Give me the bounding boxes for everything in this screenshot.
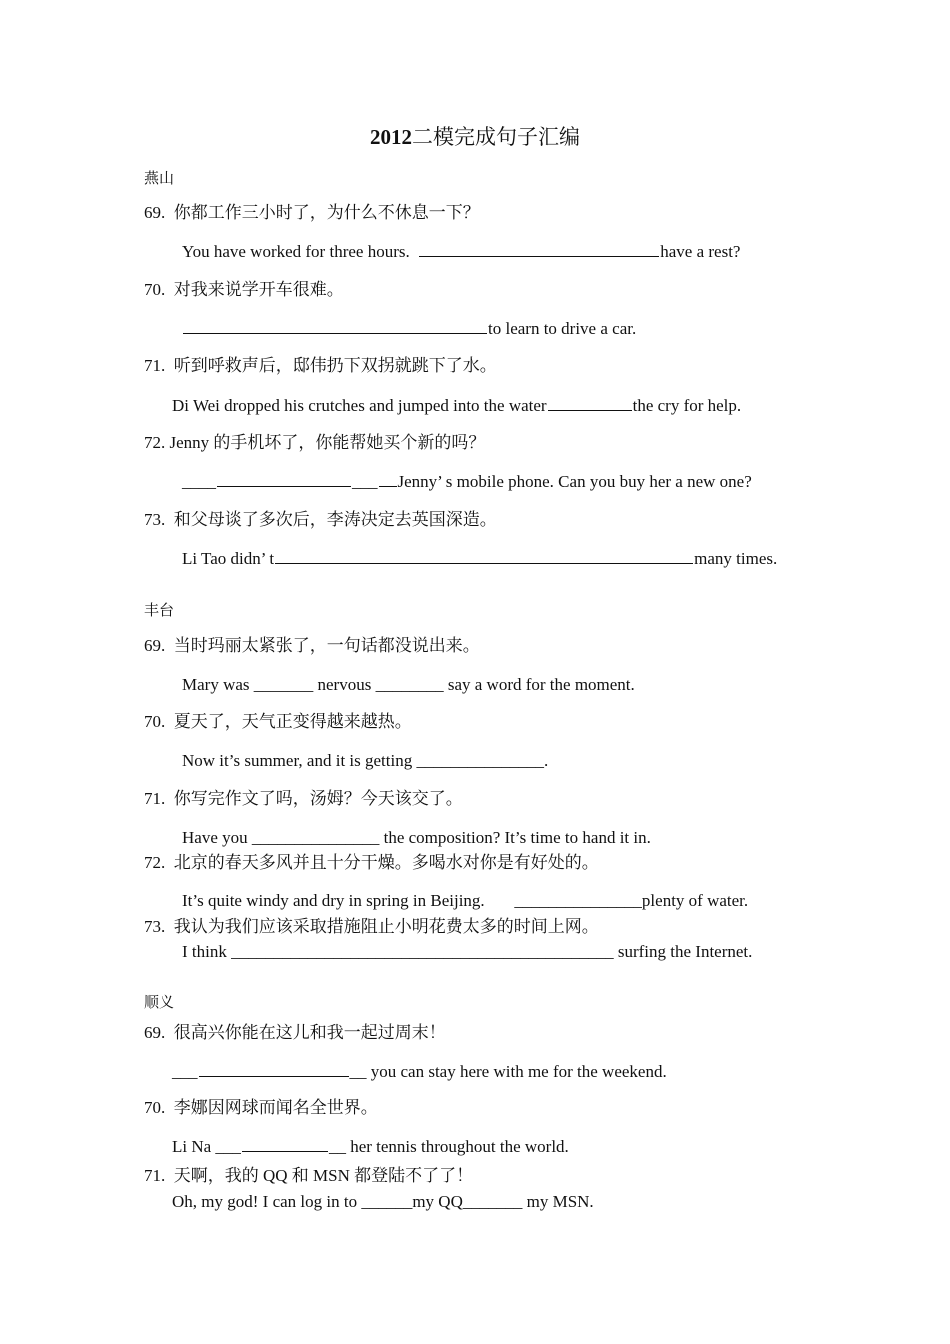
question-en-fengtai-72: It’s quite windy and dry in spring in Beijing. _______________plenty of water. — [182, 891, 749, 910]
question-en-shunyi-71: Oh, my god! I can log in to ______my QQ_______ my MSN. — [172, 1192, 594, 1211]
question-cn-yanshan-69: 69. 你都工作三小时了，为什么不休息一下？ — [144, 203, 480, 222]
question-cn-shunyi-70: 70. 李娜因网球而闻名全世界。 — [144, 1098, 378, 1117]
question-cn-fengtai-73: 73. 我认为我们应该采取措施阻止小明花费太多的时间上网。 — [144, 917, 599, 936]
section-heading-shunyi: 顺义 — [144, 995, 175, 1011]
question-en-fengtai-71: Have you _______________ the composition? It’s time to hand it in. — [182, 828, 651, 847]
question-cn-fengtai-69: 69. 当时玛丽太紧张了，一句话都没说出来。 — [144, 636, 480, 655]
question-cn-fengtai-70: 70. 夏天了，天气正变得越来越热。 — [144, 712, 412, 731]
title-text: 二模完成句子汇编 — [412, 125, 580, 149]
question-en-yanshan-73: Li Tao didn’ t many times. — [182, 549, 778, 568]
question-cn-shunyi-69: 69. 很高兴你能在这儿和我一起过周末！ — [144, 1023, 446, 1042]
question-en-shunyi-69: ___ __ you can stay here with me for the weekend. — [172, 1062, 667, 1081]
answer-blank[interactable] — [217, 471, 351, 487]
answer-blank[interactable] — [548, 395, 632, 411]
answer-blank[interactable] — [379, 471, 397, 487]
question-en-yanshan-70: to learn to drive a car. — [182, 318, 636, 339]
answer-blank[interactable] — [275, 548, 693, 564]
question-en-shunyi-70: Li Na ___ __ her tennis throughout the world. — [172, 1137, 569, 1156]
question-en-yanshan-71: Di Wei dropped his crutches and jumped into the water the cry for help. — [172, 396, 742, 415]
question-cn-yanshan-70: 70. 对我来说学开车很难。 — [144, 280, 344, 299]
section-heading-yanshan: 燕山 — [144, 171, 175, 187]
question-cn-fengtai-72: 72. 北京的春天多风并且十分干燥。多喝水对你是有好处的。 — [144, 853, 599, 872]
answer-blank[interactable] — [183, 318, 487, 334]
answer-blank[interactable] — [242, 1136, 328, 1152]
question-cn-yanshan-71: 71. 听到呼救声后，邸伟扔下双拐就跳下了水。 — [144, 356, 497, 375]
question-en-fengtai-73: I think _____________________________________________ surfing the Internet. — [182, 942, 753, 961]
section-heading-fengtai: 丰台 — [144, 603, 175, 619]
question-en-fengtai-69: Mary was _______ nervous ________ say a word for the moment. — [182, 675, 635, 694]
answer-blank[interactable] — [419, 241, 659, 257]
question-cn-yanshan-73: 73. 和父母谈了多次后，李涛决定去英国深造。 — [144, 510, 497, 529]
question-cn-yanshan-72: 72. Jenny 的手机坏了，你能帮她买个新的吗？ — [144, 433, 486, 452]
document-title — [0, 124, 950, 150]
question-cn-shunyi-71: 71. 天啊，我的 QQ 和 MSN 都登陆不了了！ — [144, 1166, 474, 1185]
question-en-yanshan-72: ____ ___ Jenny’ s mobile phone. Can you buy her a new one? — [182, 472, 752, 491]
question-en-yanshan-69: You have worked for three hours. have a rest? — [182, 242, 741, 261]
question-en-fengtai-70: Now it’s summer, and it is getting _______________. — [182, 751, 549, 770]
answer-blank[interactable] — [199, 1061, 349, 1077]
title-year: 2012 — [370, 125, 412, 149]
question-cn-fengtai-71: 71. 你写完作文了吗，汤姆？今天该交了。 — [144, 789, 463, 808]
